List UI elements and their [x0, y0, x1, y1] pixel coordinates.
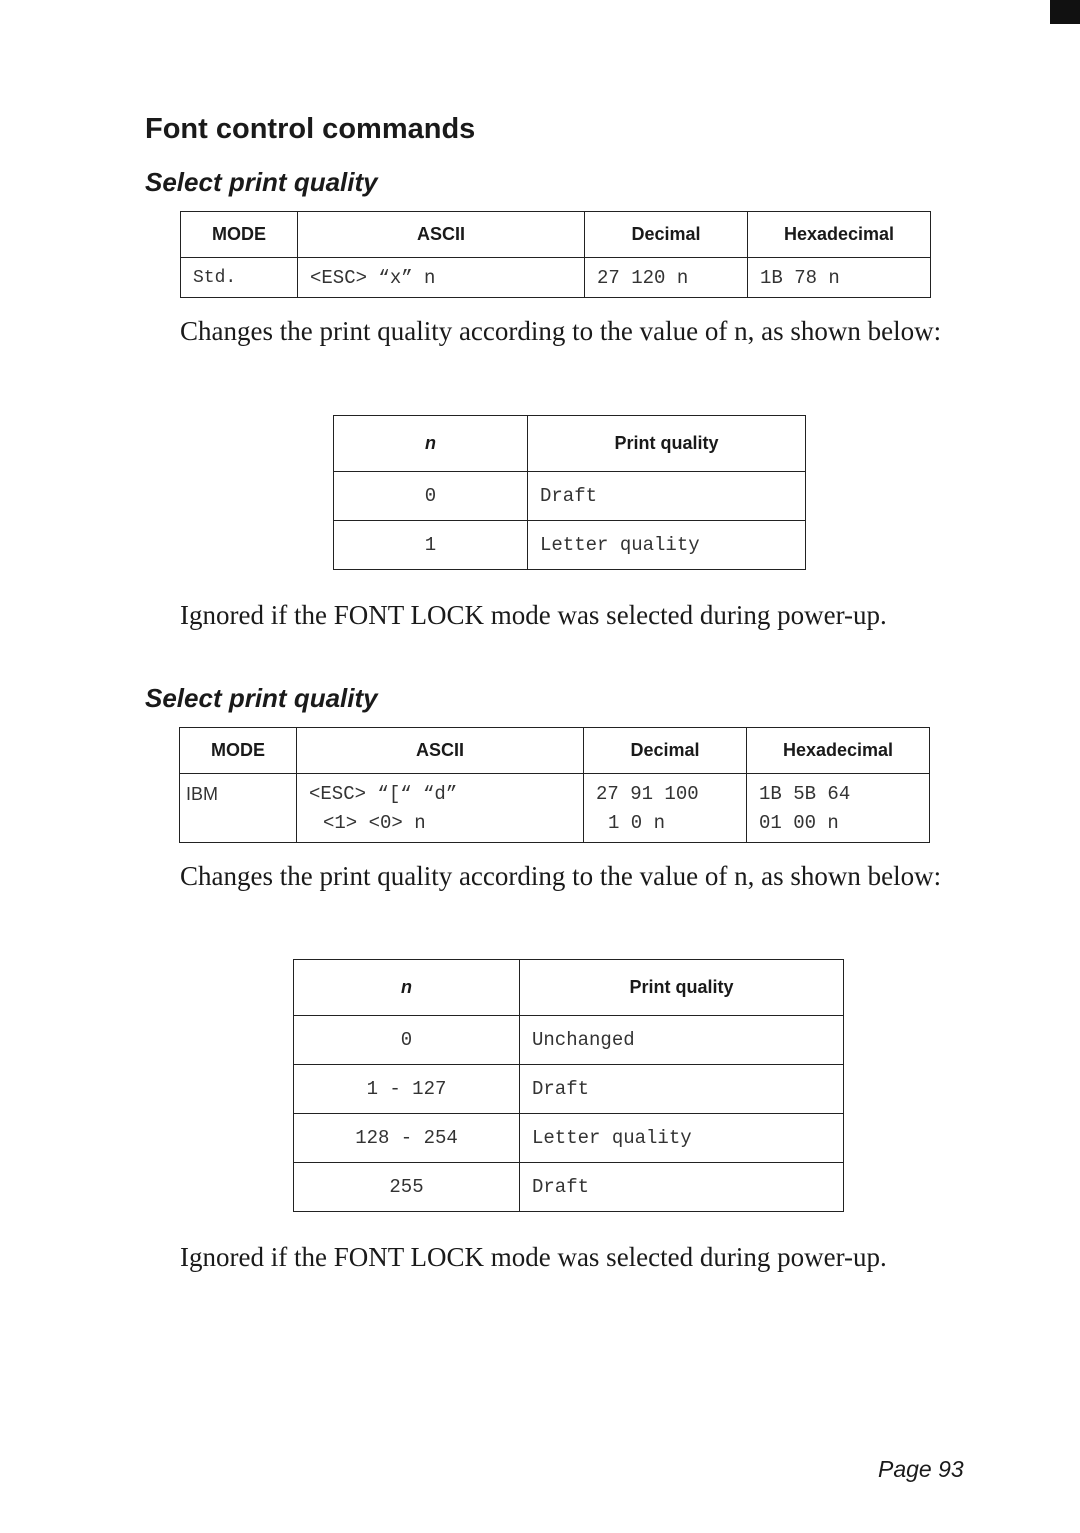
page-number: Page 93	[878, 1456, 964, 1482]
header-decimal: Decimal	[585, 212, 748, 258]
value-row	[294, 1163, 844, 1212]
quality-value: Draft	[520, 1163, 844, 1212]
n-value: 0	[334, 472, 528, 521]
quality-value: Letter quality	[520, 1114, 844, 1163]
decimal-line: 1 0 n	[608, 812, 666, 834]
header-print-quality: Print quality	[528, 416, 806, 472]
hex-cell	[747, 774, 930, 843]
header-ascii: ASCII	[297, 728, 584, 774]
command-table-2	[179, 727, 930, 843]
value-row	[334, 521, 806, 570]
corner-tab-mark	[1050, 0, 1080, 24]
value-table-1	[333, 415, 806, 570]
ascii-line: <ESC> “[“ “d”	[309, 783, 458, 805]
header-n: n	[294, 960, 520, 1016]
description-1: Changes the print quality according to the value of n, as shown below:	[180, 316, 942, 346]
value-table-header	[294, 960, 844, 1016]
header-decimal: Decimal	[584, 728, 747, 774]
value-row	[294, 1065, 844, 1114]
value-row	[294, 1016, 844, 1065]
n-value: 0	[294, 1016, 520, 1065]
n-value: 1	[334, 521, 528, 570]
header-print-quality: Print quality	[520, 960, 844, 1016]
value-table-2	[293, 959, 844, 1212]
note-1: Ignored if the FONT LOCK mode was selected during power-up.	[180, 600, 887, 630]
decimal-cell	[584, 774, 747, 843]
quality-value: Draft	[528, 472, 806, 521]
decimal-cell	[585, 258, 748, 298]
value-row	[334, 472, 806, 521]
value-row	[294, 1114, 844, 1163]
quality-value: Unchanged	[520, 1016, 844, 1065]
ascii-line: <ESC> “x” n	[310, 267, 436, 289]
command-row	[180, 774, 930, 843]
hex-line: 1B 78 n	[760, 267, 840, 289]
n-value: 128 - 254	[294, 1114, 520, 1163]
value-table-header	[334, 416, 806, 472]
hex-line: 01 00 n	[759, 812, 839, 834]
header-mode: MODE	[181, 212, 298, 258]
mode-cell: IBM	[180, 774, 297, 843]
section-heading: Font control commands	[145, 113, 476, 145]
ascii-cell	[297, 774, 584, 843]
ascii-line: <1> <0> n	[323, 812, 426, 834]
hex-cell	[748, 258, 931, 298]
subheading-2: Select print quality	[145, 683, 378, 713]
command-table-1	[180, 211, 931, 298]
header-ascii: ASCII	[298, 212, 585, 258]
note-2: Ignored if the FONT LOCK mode was selected during power-up.	[180, 1242, 887, 1272]
header-n: n	[334, 416, 528, 472]
n-value: 1 - 127	[294, 1065, 520, 1114]
decimal-line: 27 91 100	[596, 783, 699, 805]
subheading-1: Select print quality	[145, 167, 378, 197]
description-2: Changes the print quality according to the value of n, as shown below:	[180, 861, 942, 891]
command-table-header	[180, 728, 930, 774]
header-hexadecimal: Hexadecimal	[747, 728, 930, 774]
quality-value: Letter quality	[528, 521, 806, 570]
decimal-line: 27 120 n	[597, 267, 689, 289]
quality-value: Draft	[520, 1065, 844, 1114]
header-hexadecimal: Hexadecimal	[748, 212, 931, 258]
ascii-cell	[298, 258, 585, 298]
mode-cell: Std.	[181, 258, 298, 298]
n-value: 255	[294, 1163, 520, 1212]
hex-line: 1B 5B 64	[759, 783, 851, 805]
command-row	[181, 258, 931, 298]
command-table-header	[181, 212, 931, 258]
header-mode: MODE	[180, 728, 297, 774]
